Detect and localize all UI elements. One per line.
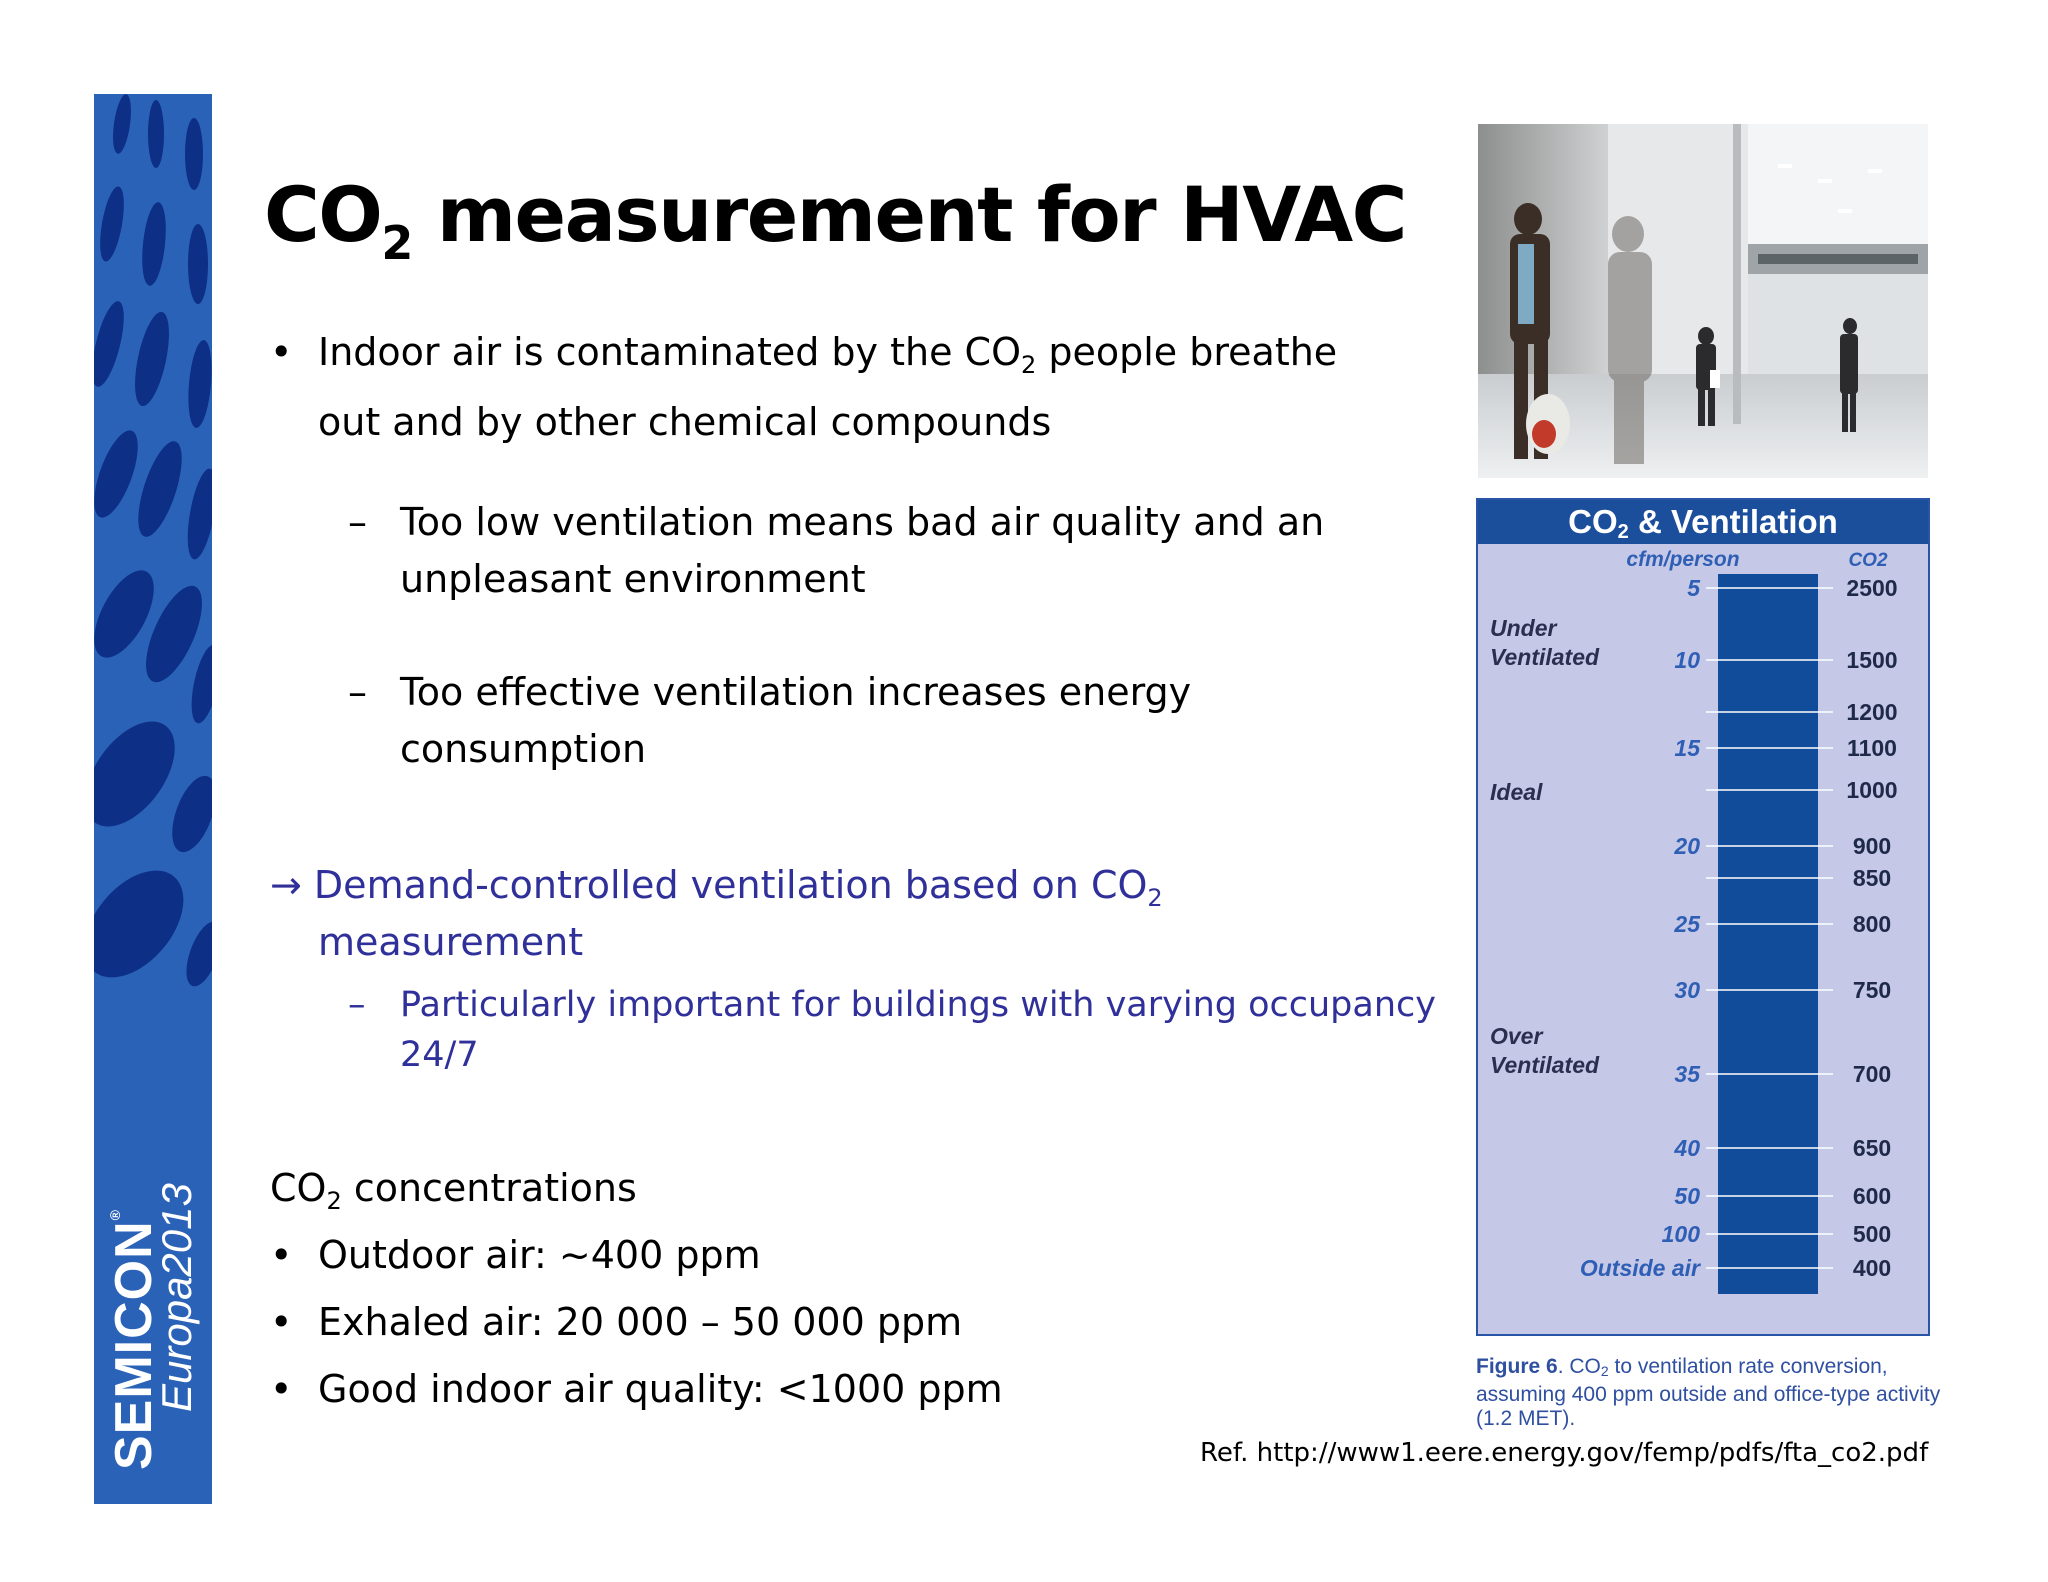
column-header-cfm: cfm/person — [1626, 548, 1740, 571]
lobby-photo-illustration — [1478, 124, 1928, 478]
semicon-logo-text — [94, 1090, 212, 1470]
arrow-icon: → — [270, 863, 302, 907]
dash-marker: – — [348, 670, 367, 714]
page-title: $CO_2$ measurement for HVAC — [264, 170, 1406, 270]
co2-label: 900 — [1852, 833, 1892, 859]
semicon-logo — [94, 1090, 212, 1470]
cfm-label: Outside air — [1579, 1255, 1700, 1281]
co2-label: 1100 — [1847, 735, 1897, 761]
bullet-marker: • — [270, 1367, 293, 1411]
cfm-label: 25 — [1674, 911, 1700, 937]
zone-label: Ventilated — [1490, 644, 1600, 670]
list-item: Outdoor air: ~400 ppm — [318, 1233, 761, 1277]
co2-label: 1000 — [1846, 777, 1898, 803]
lobby-photo — [1478, 124, 1928, 478]
brand-event: Europa2013 — [153, 1183, 200, 1412]
subpoint-low-ventilation: Too low ventilation means bad air quality and an unpleasant environment — [400, 500, 1325, 601]
co2-label: 600 — [1852, 1183, 1892, 1209]
bullet-marker: • — [270, 1300, 293, 1344]
co2-label: 500 — [1852, 1221, 1892, 1247]
cfm-label: 40 — [1674, 1135, 1700, 1161]
subpoint-varying-occupancy: Particularly important for buildings with varying occupancy 24/7 — [400, 985, 1436, 1075]
zone-label: Ideal — [1490, 779, 1543, 805]
cfm-label: 50 — [1674, 1183, 1700, 1209]
cfm-label: 100 — [1661, 1221, 1700, 1247]
co2-label: 650 — [1852, 1135, 1892, 1161]
list-item: Good indoor air quality: <1000 ppm — [318, 1367, 1003, 1411]
co2-label: 1500 — [1846, 647, 1898, 673]
list-item: Exhaled air: 20 000 – 50 000 ppm — [318, 1300, 963, 1344]
co2-label: 850 — [1852, 865, 1892, 891]
brand-name: SEMICON® — [105, 1208, 163, 1470]
chart-title: $CO_2$ & Ventilation — [1478, 500, 1928, 544]
chart-plot — [1478, 544, 1928, 1334]
co2-label: 400 — [1852, 1255, 1892, 1281]
cfm-label: 35 — [1674, 1061, 1700, 1087]
reference-link[interactable]: Ref. http://www1.eere.energy.gov/femp/pdfs/fta_co2.pdf — [1200, 1438, 1929, 1468]
co2-label: 2500 — [1846, 575, 1898, 601]
co2-label: 1200 — [1846, 699, 1898, 725]
zone-label: Over — [1490, 1023, 1543, 1049]
chart-bar — [1718, 574, 1818, 1294]
cfm-label: 5 — [1687, 575, 1700, 601]
subpoint-effective-ventilation: Too effective ventilation increases energy consumption — [400, 670, 1192, 771]
figure-caption: Figure 6. $CO_2$ to ventilation rate conversion, assuming 400 ppm outside and office-type activity (1.2 MET). — [1476, 1355, 1941, 1430]
dash-marker: – — [348, 985, 366, 1025]
bullet-marker: • — [270, 330, 293, 374]
cfm-label: 10 — [1674, 647, 1700, 673]
cfm-label: 20 — [1674, 833, 1700, 859]
cfm-label: 15 — [1674, 735, 1700, 761]
concentrations-heading: $CO_2$ concentrations — [270, 1166, 637, 1215]
bullet-marker: • — [270, 1233, 293, 1277]
column-header-co2: CO2 — [1848, 550, 1888, 571]
cfm-label: 30 — [1674, 977, 1700, 1003]
demand-controlled-line: → Demand-controlled ventilation based on $CO_2$ — [270, 863, 1163, 912]
demand-controlled-line2: measurement — [318, 920, 584, 964]
dash-marker: – — [348, 500, 367, 544]
zone-label: Ventilated — [1490, 1052, 1600, 1078]
bullet-indoor-air: Indoor air is contaminated by the $CO_2$ people breathe out and by other chemical compounds — [318, 330, 1338, 444]
co2-label: 800 — [1852, 911, 1892, 937]
co2-ventilation-chart — [1476, 498, 1930, 1336]
zone-label: Under — [1490, 615, 1557, 641]
co2-label: 750 — [1852, 977, 1892, 1003]
co2-label: 700 — [1852, 1061, 1892, 1087]
